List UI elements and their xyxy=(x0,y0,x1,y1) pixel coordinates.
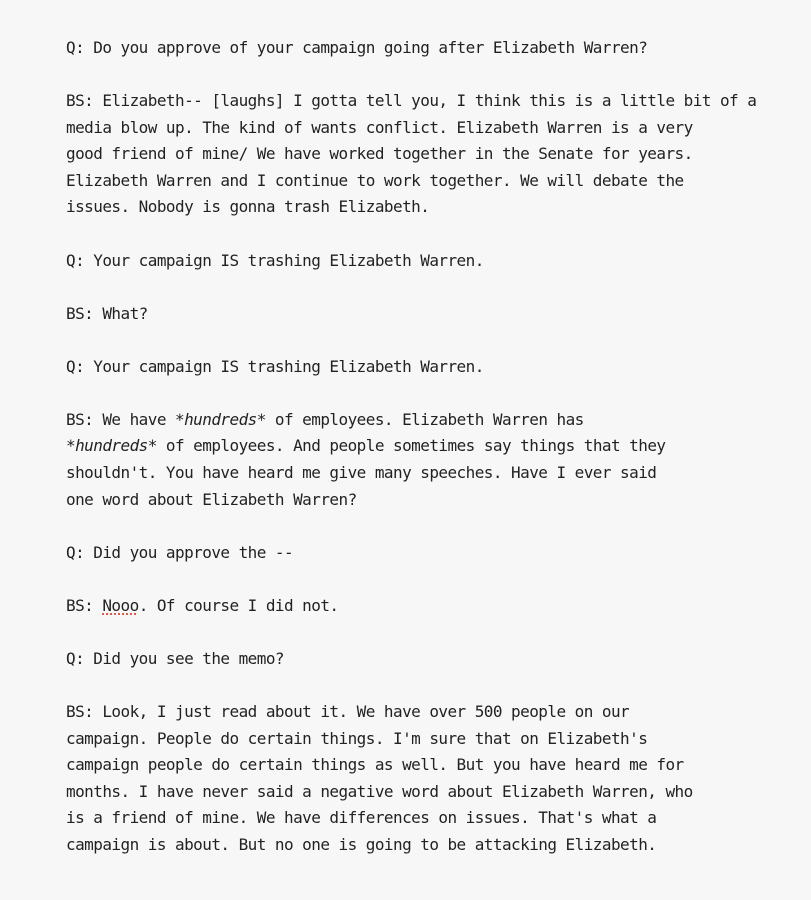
text-line: Q: Your campaign IS trashing Elizabeth Warren. xyxy=(66,250,484,270)
text-line: campaign. People do certain things. I'm sure that on Elizabeth's xyxy=(66,728,648,748)
transcript-document xyxy=(66,35,756,885)
emphasized-text: *hundreds* xyxy=(175,409,266,429)
text-line: BS: Elizabeth-- [laughs] I gotta tell you, I think this is a little bit of a xyxy=(66,91,757,111)
text-line: months. I have never said a negative word about Elizabeth Warren, who xyxy=(66,781,693,801)
text-segment: BS: We have xyxy=(66,409,175,429)
question-paragraph xyxy=(66,354,756,381)
question-paragraph xyxy=(66,540,756,567)
text-line: media blow up. The kind of wants conflict. Elizabeth Warren is a very xyxy=(66,117,693,137)
text-line: shouldn't. You have heard me give many speeches. Have I ever said xyxy=(66,463,657,483)
text-line: campaign is about. But no one is going to be attacking Elizabeth. xyxy=(66,834,657,854)
question-paragraph xyxy=(66,646,756,673)
text-line xyxy=(66,407,756,434)
text-line: Q: Do you approve of your campaign going after Elizabeth Warren? xyxy=(66,38,648,57)
text-line: one word about Elizabeth Warren? xyxy=(66,489,357,509)
answer-paragraph xyxy=(66,88,756,221)
text-line: Q: Your campaign IS trashing Elizabeth Warren. xyxy=(66,356,484,376)
text-line: Elizabeth Warren and I continue to work together. We will debate the xyxy=(66,170,684,190)
text-segment: . Of course I did not. xyxy=(138,595,339,615)
text-segment: of employees. And people sometimes say things that they xyxy=(156,436,666,456)
answer-paragraph xyxy=(66,407,756,513)
answer-paragraph xyxy=(66,699,756,859)
text-segment: of employees. Elizabeth Warren has xyxy=(265,409,584,429)
text-line: campaign people do certain things as well. But you have heard me for xyxy=(66,755,684,775)
text-line: is a friend of mine. We have differences on issues. That's what a xyxy=(66,808,657,828)
question-paragraph xyxy=(66,35,756,62)
text-line: BS: What? xyxy=(66,303,148,323)
text-segment: BS: xyxy=(66,595,103,615)
emphasized-text: *hundreds* xyxy=(66,436,157,456)
text-line: Q: Did you see the memo? xyxy=(66,648,284,668)
answer-paragraph xyxy=(66,593,756,620)
text-line: issues. Nobody is gonna trash Elizabeth. xyxy=(66,197,430,217)
text-line xyxy=(66,433,756,460)
text-line: Q: Did you approve the -- xyxy=(66,542,294,562)
text-line: BS: Look, I just read about it. We have over 500 people on our xyxy=(66,702,630,721)
answer-paragraph xyxy=(66,301,756,328)
question-paragraph xyxy=(66,248,756,275)
text-line: good friend of mine/ We have worked together in the Senate for years. xyxy=(66,144,693,164)
text-line xyxy=(66,593,756,620)
spellcheck-flagged-word[interactable]: Nooo xyxy=(102,595,139,615)
